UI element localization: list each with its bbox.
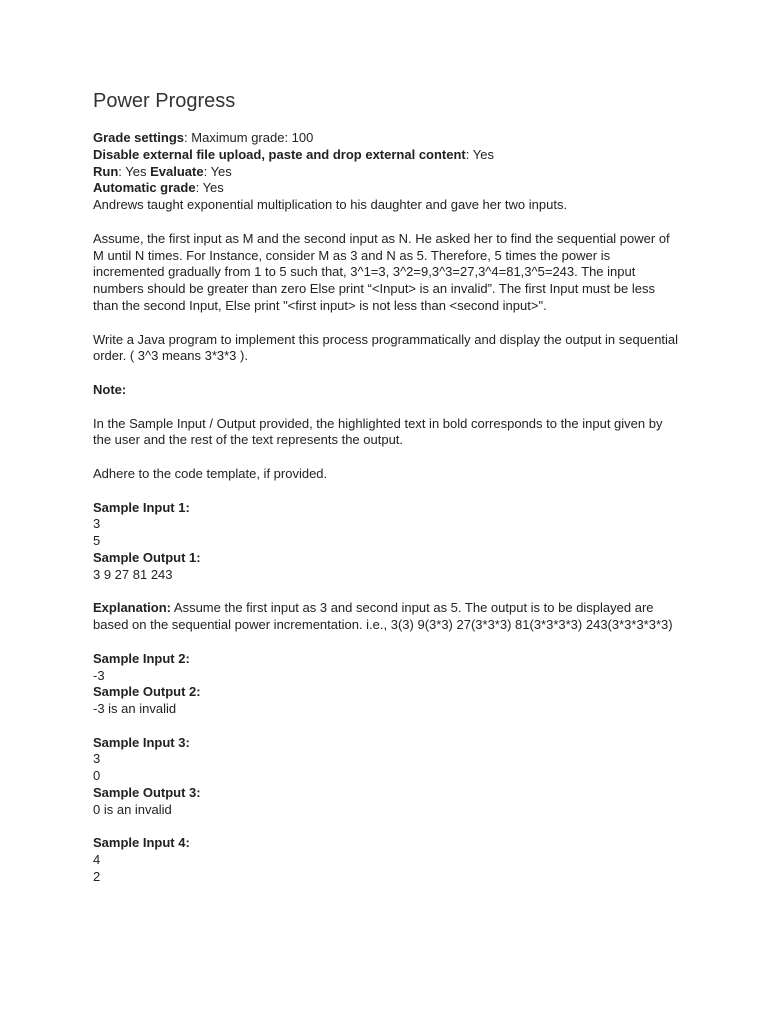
task-paragraph: Write a Java program to implement this process programmatically and display the output in sequential order. ( 3^3 means 3*3*3 ).	[93, 331, 679, 364]
grade-settings-line	[93, 130, 683, 147]
sample-input-line: 5	[93, 533, 101, 549]
automatic-grade-line	[93, 180, 683, 197]
upload-setting-value: : Yes	[465, 146, 494, 162]
automatic-grade-value: : Yes	[195, 180, 224, 196]
run-value: : Yes	[118, 163, 151, 179]
sample-output-label: Sample Output 2:	[93, 684, 201, 700]
sample-input-line: 3	[93, 751, 101, 767]
evaluate-label: Evaluate	[150, 163, 204, 179]
intro-text: Andrews taught exponential multiplication to his daughter and gave her two inputs.	[93, 197, 568, 213]
sample-output-label: Sample Output 3:	[93, 785, 201, 801]
sample-output-line: 3 9 27 81 243	[93, 566, 173, 582]
settings-block	[93, 130, 683, 197]
page-title: Power Progress	[93, 90, 236, 112]
note-text: In the Sample Input / Output provided, the highlighted text in bold corresponds to the input given by the user and the rest of the text represents the output.	[93, 415, 663, 448]
sample-output-label: Sample Output 1:	[93, 549, 201, 565]
sample-3	[93, 735, 683, 819]
sample-input-label: Sample Input 3:	[93, 734, 190, 750]
sample-input-line: 4	[93, 852, 101, 868]
sample-output-line: 0 is an invalid	[93, 801, 172, 817]
automatic-grade-label: Automatic grade	[93, 180, 196, 196]
explanation-label: Explanation:	[93, 600, 172, 616]
upload-setting-line	[93, 147, 683, 164]
sample-1	[93, 500, 683, 584]
explanation	[93, 600, 683, 634]
sample-input-line: 0	[93, 768, 101, 784]
adhere-text: Adhere to the code template, if provided.	[93, 465, 328, 481]
sample-input-line: -3	[93, 667, 105, 683]
explanation-text: Assume the first input as 3 and second input as 5. The output is to be displayed are based on the sequential power incrementation. i.e., 3(3) 9(3*3) 27(3*3*3) 81(3*3*3*3) 243(3*3*3*3*3)	[93, 600, 673, 633]
sample-output-line: -3 is an invalid	[93, 701, 177, 717]
run-evaluate-line	[93, 164, 683, 181]
sample-input-label: Sample Input 4:	[93, 835, 190, 851]
sample-4	[93, 835, 683, 885]
sample-input-label: Sample Input 1:	[93, 499, 190, 515]
upload-setting-label: Disable external file upload, paste and drop external content	[93, 146, 466, 162]
sample-input-label: Sample Input 2:	[93, 650, 190, 666]
sample-2	[93, 651, 683, 718]
run-label: Run	[93, 163, 119, 179]
sample-input-line: 2	[93, 869, 101, 885]
document-page	[93, 88, 683, 886]
grade-settings-label: Grade settings	[93, 130, 185, 145]
grade-settings-value: : Maximum grade: 100	[184, 130, 314, 145]
evaluate-value: : Yes	[203, 163, 232, 179]
note-heading: Note:	[93, 381, 127, 397]
problem-paragraph: Assume, the first input as M and the second input as N. He asked her to find the sequential power of M until N times. For Instance, consider M as 3 and N as 5. Therefore, 5 times the power is incremented gradually from 1 to 5 such that, 3^1=3, 3^2=9,3^3=27,3^4=81,3^5=243. The input numbers should be greater than zero Else print “<Input> is an invalid”. The first Input must be less than the second Input, Else print "<first input> is not less than <second input>".	[93, 230, 670, 313]
sample-input-line: 3	[93, 516, 101, 532]
